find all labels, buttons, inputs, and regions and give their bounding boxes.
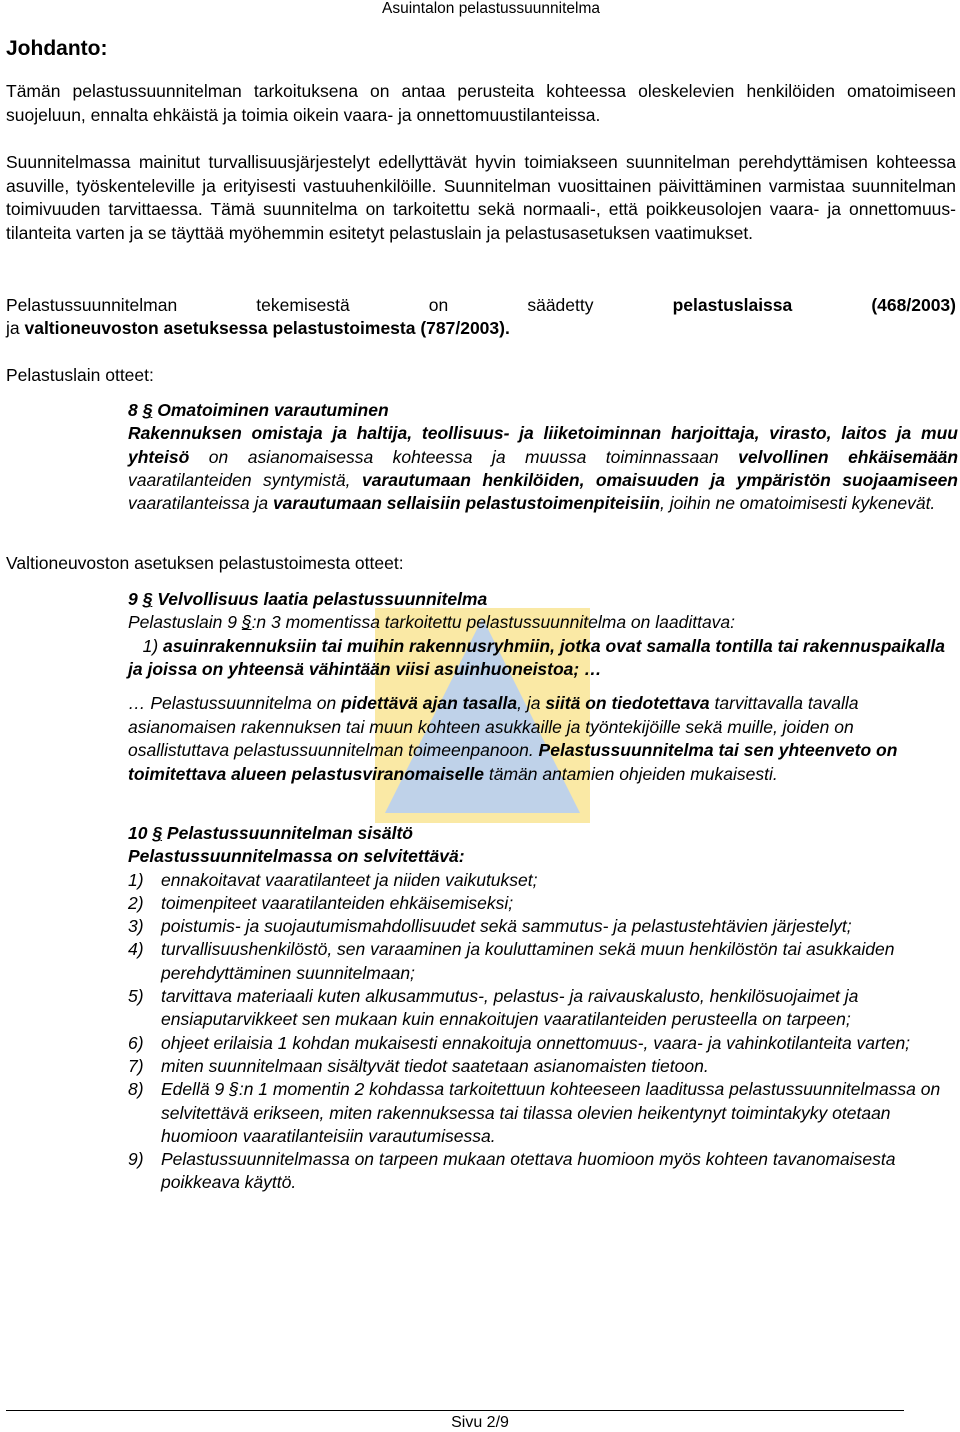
intro-paragraph-1: Tämän pelastussuunnitelman tarkoituksena on antaa perusteita kohteessa oleskelevien henkilöiden omatoimiseen suojeluun, ennalta ehkäistä ja toimia oikein vaara- ja onnettomuustilanteissa. [6,81,956,125]
list-item [128,1078,958,1148]
section-10-subtitle: Pelastussuunnitelmassa on selvitettävä: [128,846,465,867]
list-item-text: ohjeet erilaisia 1 kohdan mukaisesti ennakoituja onnettomuus-, vaara- ja vahinkotilanteita varten; [161,1032,911,1053]
section-symbol: § [142,400,153,420]
section-symbol: § [142,589,153,609]
section-symbol: § [241,612,252,633]
list-item-text: miten suunnitelmaan sisältyvät tiedot saatetaan asianomaisten tietoon. [161,1055,709,1076]
pelastuslaki-reference: pelastuslaissa (468/2003) [672,295,956,315]
list-item-text: ennakoitavat vaaratilanteet ja niiden vaikutukset; [161,869,538,890]
section-symbol: § [152,823,163,843]
section-9-title: 9 § Velvollisuus laatia pelastussuunnitelma [128,589,488,609]
page-number: Sivu 2/9 [451,1414,509,1431]
list-item-text: toimenpiteet vaaratilanteiden ehkäisemiseksi; [161,892,514,913]
legal-basis-text: Pelastussuunnitelman tekemisestä on säädetty [6,295,673,315]
section-9-item-1: 1) asuinrakennuksiin tai muihin rakennusryhmiin, jotka ovat samalla tontilla tai rakennuspaikalla ja joissa on yhteensä vähintään viisi asuinhuoneistoa; … [128,635,950,679]
list-item-number: 8) [128,1079,144,1100]
list-item-text: Pelastussuunnitelmassa on tarpeen mukaan otettava huomioon myös kohteen tavanomaisesta poikkeava käyttö. [161,1149,896,1193]
section-8-title: 8 § Omatoiminen varautuminen [128,400,389,420]
intro-paragraph-3-line2 [6,317,956,341]
law1-excerpt [128,399,958,515]
list-item [128,869,958,892]
list-item [128,1032,958,1055]
list-item [128,985,958,1032]
list-item [128,938,958,985]
legal-basis-conjunction: ja [6,318,25,338]
intro-paragraph-3-line1 [6,294,956,318]
section-8-body: Rakennuksen omistaja ja haltija, teollisuus- ja liiketoiminnan harjoittaja, virasto, laitos ja muu yhteisö on asianomaisessa kohteessa ja muussa toiminnassaan velvollinen ehkäisemään vaaratilanteiden syntymistä, varautumaan henkilöiden, omaisuuden ja ympäristön suojaamiseen vaaratilanteissa ja varautumaan sellaisiin pelastustoimenpiteisiin, joihin ne omatoimisesti kykenevät. [128,423,959,514]
intro-heading: Johdanto: [6,37,108,60]
law2-heading: Valtioneuvoston asetuksen pelastustoimesta otteet: [6,553,404,573]
list-item-number: 1) [128,869,144,890]
list-item [128,1148,958,1195]
section-10-list [128,869,958,1195]
section-10-title: 10 § Pelastussuunnitelman sisältö [128,823,413,843]
list-item-number: 7) [128,1055,144,1076]
list-item-number: 5) [128,986,144,1007]
footer-divider [6,1410,904,1411]
law1-heading: Pelastuslain otteet: [6,365,154,385]
list-item [128,892,958,915]
list-item-text: Edellä 9 §:n 1 momentin 2 kohdassa tarkoitettuun kohteeseen laaditussa pelastussuunnitelmassa on selvitettävä erikseen, miten rakennuksessa tai tilassa olevien heikentynyt toimintakyky otetaan huomioon vaaratilanteisiin varautumisessa. [161,1079,941,1146]
list-item-number: 2) [128,892,144,913]
intro-paragraph-2: Suunnitelmassa mainitut turvallisuusjärjestelyt edellyttävät hyvin toimiakseen suunnitelman perehdyttämisen kohteessa asuville, työskenteleville ja erityisesti vastuuhenkilöille. Suunnitelman vuosittainen päivittäminen varmistaa suunnitelman toimivuuden tarvittaessa. Tämä suunnitelma on tarkoitettu sekä normaali-, että poikkeusolojen vaara- ja onnettomuus-tilanteita varten ja se täyttää myöhemmin esitetyt pelastuslain ja pelastusasetuksen vaatimukset. [6,152,956,243]
list-item-number: 9) [128,1149,144,1170]
page-header: Asuintalon pelastussuunnitelma [382,0,600,17]
list-item-text: poistumis- ja suojautumismahdollisuudet sekä sammutus- ja pelastustehtävien järjestelyt; [161,916,852,937]
section-10-excerpt [128,822,958,1195]
list-item-number: 3) [128,916,144,937]
section-9-excerpt [128,588,958,681]
list-item [128,915,958,938]
asetus-reference: valtioneuvoston asetuksessa pelastustoimesta (787/2003). [24,318,510,338]
list-item-text: turvallisuushenkilöstö, sen varaaminen ja kouluttaminen sekä muun henkilöstön tai asukkaiden perehdyttäminen suunnitelmaan; [161,939,895,983]
section-9-paragraph: … Pelastussuunnitelma on pidettävä ajan tasalla, ja siitä on tiedotettava tarvittavalla tavalla asianomaisen rakennuksen tai muun kohteen asukkaille ja työntekijöille sekä muille, joiden on osallistuttava pelastussuunnitelman toimeenpanoon. Pelastussuunnitelma tai sen yhteenveto on toimitettava alueen pelastusviranomaiselle tämän antamien ohjeiden mukaisesti. [128,693,898,784]
section-9-line1: Pelastuslain 9 §:n 3 momentissa tarkoitettu pelastussuunnitelma on laadittava: [128,612,736,633]
list-item-number: 6) [128,1032,144,1053]
list-item-number: 4) [128,939,144,960]
list-item [128,1055,958,1078]
list-item-text: tarvittava materiaali kuten alkusammutus-, pelastus- ja raivauskalusto, henkilösuojaimet ja ensiaputarvikkeet sen mukaan kuin ennakoitujen vaaratilanteiden perusteella on tarpeen; [161,986,859,1030]
